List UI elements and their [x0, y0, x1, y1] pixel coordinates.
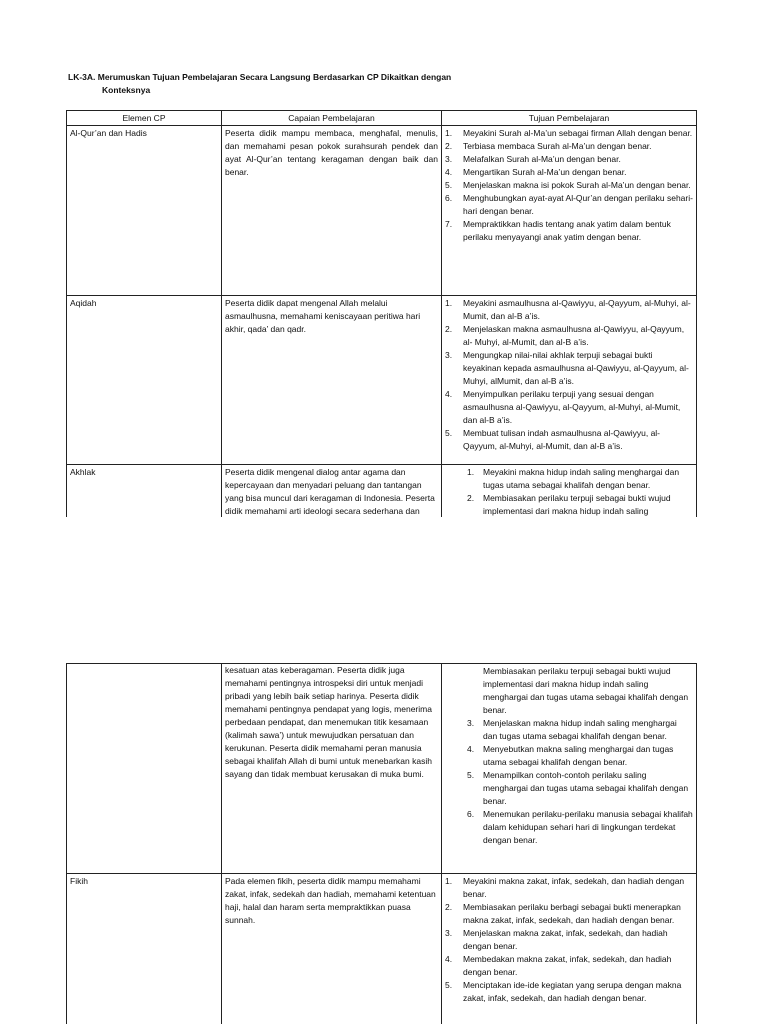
list-item: 6. Menemukan perilaku-perilaku manusia sebagai khalifah dalam kehidupan sehari hari di lingkungan terdekat dengan benar.	[467, 809, 693, 845]
header-elemen-cp: Elemen CP	[67, 111, 222, 126]
list-item: 5. Membuat tulisan indah asmaulhusna al-Qawiyyu, al-Qayyum, al-Muhyi, al-Mumit, dan al-B a’is.	[445, 428, 661, 451]
list-item: 4. Menyimpulkan perilaku terpuji yang sesuai dengan asmaulhusna al-Qawiyyu, al-Qayyum, al-Muhyi, al-Mumit, dan al-B a’is.	[445, 389, 681, 425]
list-item: 3. Menjelaskan makna zakat, infak, sedekah, dan hadiah dengan benar.	[445, 928, 668, 951]
list-item: 4. Membedakan makna zakat, infak, sedekah, dan hadiah dengan benar.	[445, 954, 672, 977]
list-item: 4. Menyebutkan makna saling menghargai dan tugas utama sebagai khalifah dengan benar.	[467, 744, 674, 767]
table-row	[67, 874, 697, 1024]
tujuan-list	[445, 875, 693, 1005]
list-item: 3. Melafalkan Surah al-Ma’un dengan benar.	[445, 154, 621, 164]
list-item: 2. Membiasakan perilaku terpuji sebagai bukti wujud implementasi dari makna hidup indah saling	[467, 493, 671, 516]
list-item: 5. Menciptakan ide-ide kegiatan yang serupa dengan makna zakat, infak, sedekah, dan hadiah dengan benar.	[445, 980, 682, 1003]
header-tujuan: Tujuan Pembelajaran	[442, 111, 697, 126]
list-item: 5. Menjelaskan makna isi pokok Surah al-Ma’un dengan benar.	[445, 180, 691, 190]
header-capaian: Capaian Pembelajaran	[222, 111, 442, 126]
list-item: 3. Mengungkap nilai-nilai akhlak terpuji sebagai bukti keyakinan kepada asmaulhusna al-Qawiyyu, al-Qayyum, al-Muhyi, alMumit, dan al-B a’is.	[445, 350, 689, 386]
cell-elemen-continued	[67, 664, 222, 874]
cell-capaian: Peserta didik dapat mengenal Allah melalui asmaulhusna, memahami keniscayaan peritiwa hari akhir, qada’ dan qadr.	[222, 296, 442, 465]
list-item: 2. Terbiasa membaca Surah al-Ma’un dengan benar.	[445, 141, 652, 151]
cell-elemen: Al-Qur’an dan Hadis	[67, 126, 222, 296]
list-item: 2. Menjelaskan makna asmaulhusna al-Qawiyyu, al-Qayyum, al- Muhyi, al-Mumit, dan al-B a’is.	[445, 324, 685, 347]
cell-capaian: Peserta didik mampu membaca, menghafal, menulis, dan memahami pesan pokok surahsurah pendek dan ayat Al-Qur’an tentang keragaman dengan baik dan benar.	[222, 126, 442, 296]
cell-tujuan-continued	[442, 664, 697, 874]
cell-tujuan	[442, 874, 697, 1024]
cell-elemen: Aqidah	[67, 296, 222, 465]
list-item: 1. Meyakini makna hidup indah saling menghargai dan tugas utama sebagai khalifah dengan benar.	[467, 467, 680, 490]
list-item: 4. Mengartikan Surah al-Ma’un dengan benar.	[445, 167, 627, 177]
list-item: 7. Mempraktikkan hadis tentang anak yatim dalam bentuk perilaku menyayangi anak yatim dengan benar.	[445, 219, 671, 242]
cell-elemen: Fikih	[67, 874, 222, 1024]
cell-capaian: Pada elemen fikih, peserta didik mampu memahami zakat, infak, sedekah dan hadiah, memahami ketentuan haji, halal dan haram serta mempraktikkan puasa sunnah.	[222, 874, 442, 1024]
list-item: 1. Meyakini makna zakat, infak, sedekah, dan hadiah dengan benar.	[445, 876, 685, 899]
title-line-1: LK-3A. Merumuskan Tujuan Pembelajaran Secara Langsung Berdasarkan CP Dikaitkan dengan	[68, 72, 452, 82]
list-item: 3. Menjelaskan makna hidup indah saling menghargai dan tugas utama sebagai khalifah dengan benar.	[467, 718, 677, 741]
cell-elemen: Akhlak	[67, 465, 222, 518]
table-row-continued	[67, 664, 697, 874]
list-item: 1. Meyakini asmaulhusna al-Qawiyyu, al-Qayyum, al-Muhyi, al- Mumit, dan al-B a’is.	[445, 298, 691, 321]
list-item: 5. Menampilkan contoh-contoh perilaku saling menghargai dan tugas utama sebagai khalifah dengan benar.	[467, 770, 689, 806]
list-item: 2. Membiasakan perilaku berbagi sebagai bukti menerapkan makna zakat, infak, sedekah, dan hadiah dengan benar.	[445, 902, 681, 925]
title-line-2: Konteksnya	[102, 85, 151, 95]
cell-capaian: Peserta didik mengenal dialog antar agama dan kepercayaan dan menyadari peluang dan tantangan yang bisa muncul dari keragaman di Indonesia. Peserta didik memahami arti ideologi secara sederhana dan	[222, 465, 442, 518]
cp-table-page-2	[66, 663, 697, 1024]
list-item: 1. Meyakini Surah al-Ma’un sebagai firman Allah dengan benar.	[445, 128, 693, 138]
list-item: Membiasakan perilaku terpuji sebagai bukti wujud implementasi dari makna hidup indah saling menghargai dan tugas utama sebagai khalifah dengan benar.	[483, 666, 689, 715]
list-item: 6. Menghubungkan ayat-ayat Al-Qur’an dengan perilaku sehari-hari dengan benar.	[445, 193, 693, 216]
cell-capaian-continued	[222, 664, 442, 874]
capaian-continued-text: kesatuan atas keberagaman. Peserta didik juga memahami pentingnya introspeksi diri untuk menjadi pribadi yang lebih baik setiap harinya. Peserta didik memahami pentingnya pendapat yang logis, menerima perbedaan pendapat, dan menemukan titik kesamaan (kalimah sawa’) untuk mewujudkan persatuan dan kerukunan. Peserta didik memahami peran manusia sebagai khalifah Allah di bumi untuk menebarkan kasih sayang dan tidak membuat kerusakan di muka bumi.	[225, 665, 432, 779]
tujuan-list	[445, 665, 693, 847]
